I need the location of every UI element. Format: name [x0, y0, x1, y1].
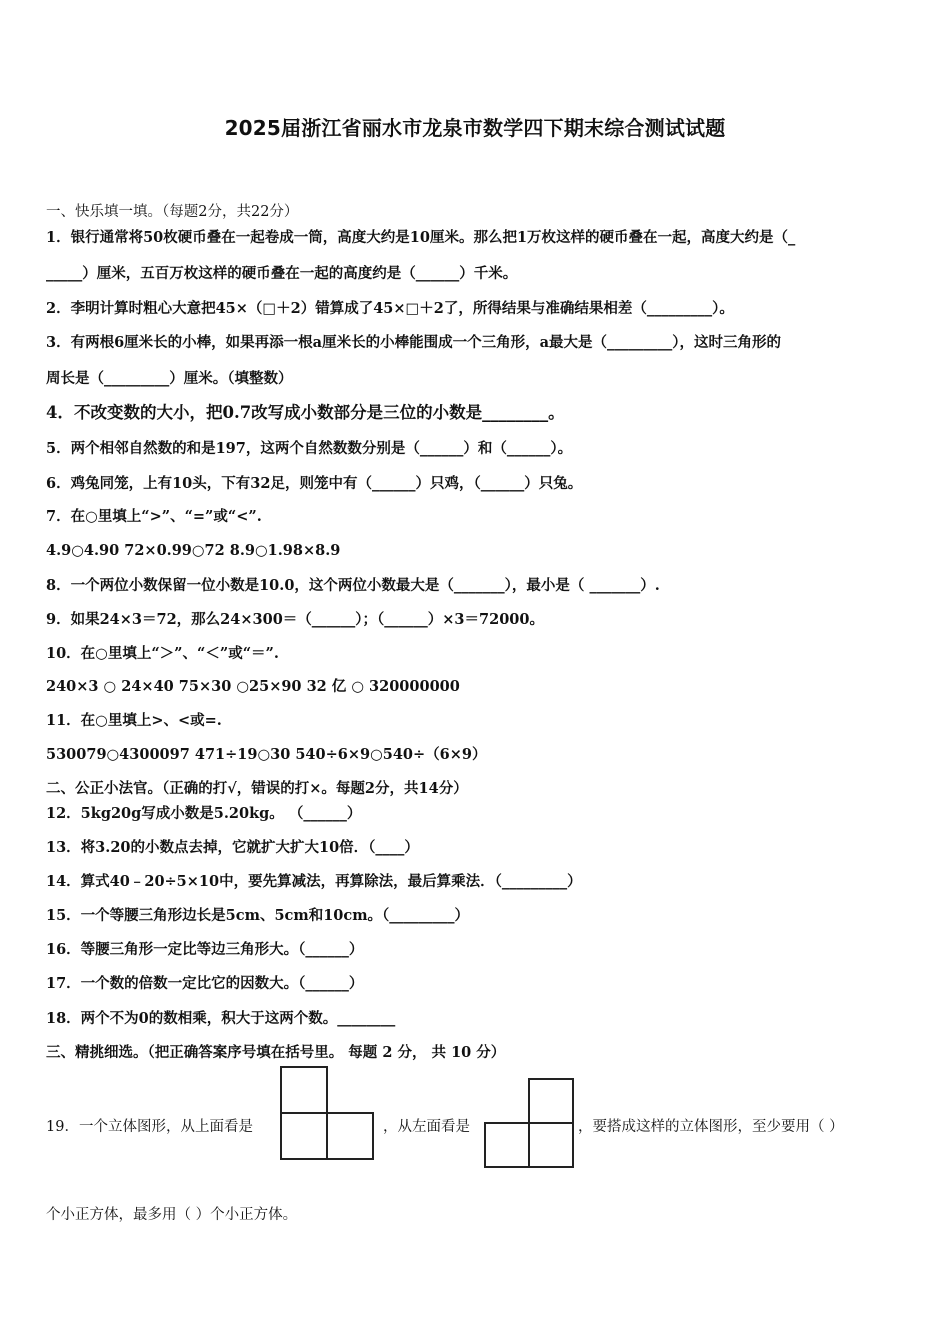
question-3-line-2: 周长是（_________）厘米。（填整数）	[46, 370, 293, 387]
left-view-cell	[528, 1122, 574, 1168]
top-view-cell	[280, 1066, 328, 1114]
question-19-part-2: ，从左面看是	[383, 1119, 470, 1135]
top-view-cell	[280, 1112, 328, 1160]
question-19-part-1: 19．一个立体图形，从上面看是	[46, 1119, 253, 1135]
question-9: 9．如果24×3＝72，那么24×300＝（______）；（______）×3＝72000。	[46, 611, 544, 628]
question-12: 12．5kg20g写成小数是5.20kg。 （______）	[46, 805, 362, 822]
question-17: 17．一个数的倍数一定比它的因数大。（______）	[46, 975, 364, 992]
section-2-heading: 二、公正小法官。（正确的打√，错误的打×。每题2分，共14分）	[46, 780, 468, 797]
question-18: 18．两个不为0的数相乘，积大于这两个数。________	[46, 1010, 396, 1027]
question-14: 14．算式40﹣20÷5×10中，要先算减法，再算除法，最后算乘法．（_________）	[46, 873, 582, 890]
left-view-figure	[484, 1078, 576, 1170]
question-5: 5．两个相邻自然数的和是197，这两个自然数数分别是（______）和（______）。	[46, 440, 573, 457]
section-3-heading: 三、精挑细选。（把正确答案序号填在括号里。 每题 2 分， 共 10 分）	[46, 1044, 506, 1061]
question-7-items: 4.9○4.90 72×0.99○72 8.9○1.98×8.9	[46, 542, 341, 559]
top-view-cell	[326, 1112, 374, 1160]
question-6: 6．鸡兔同笼，上有10头，下有32足，则笼中有（______）只鸡，（______）只兔。	[46, 475, 583, 492]
question-10-items: 240×3 ○ 24×40 75×30 ○25×90 32 亿 ○ 320000000	[46, 678, 460, 695]
question-11: 11．在○里填上>、<或=.	[46, 712, 222, 729]
question-19-part-4: 个小正方体，最多用（ ）个小正方体。	[46, 1207, 298, 1223]
question-10: 10．在○里填上“＞”、“＜”或“＝”.	[46, 645, 279, 662]
left-view-cell	[528, 1078, 574, 1124]
question-15: 15．一个等腰三角形边长是5cm、5cm和10cm。（_________）	[46, 907, 470, 924]
question-3-line-1: 3．有两根6厘米长的小棒，如果再添一根a厘米长的小棒能围成一个三角形，a最大是（_________），这时三角形的	[46, 334, 781, 351]
top-view-figure	[280, 1066, 376, 1162]
question-1-line-1: 1．银行通常将50枚硬币叠在一起卷成一筒，高度大约是10厘米。那么把1万枚这样的硬币叠在一起，高度大约是（_	[46, 229, 796, 246]
section-1-heading: 一、快乐填一填。（每题2分，共22分）	[46, 204, 299, 220]
page-title: 2025届浙江省丽水市龙泉市数学四下期末综合测试试题	[224, 116, 726, 140]
question-1-line-2: _____）厘米，五百万枚这样的硬币叠在一起的高度约是（______）千米。	[46, 265, 518, 282]
question-11-items: 530079○4300097 471÷19○30 540÷6×9○540÷（6×9）	[46, 746, 487, 763]
left-view-cell	[484, 1122, 530, 1168]
question-2: 2．李明计算时粗心大意把45×（□＋2）错算成了45×□＋2了，所得结果与准确结果相差（_________）。	[46, 300, 734, 317]
question-16: 16．等腰三角形一定比等边三角形大。（______）	[46, 941, 364, 958]
question-7: 7．在○里填上“>”、“=”或“<”.	[46, 508, 262, 525]
question-4: 4．不改变数的大小，把0.7改写成小数部分是三位的小数是________。	[46, 403, 565, 422]
question-19-part-3: ，要搭成这样的立体图形，至少要用（ ）	[578, 1119, 844, 1135]
question-8: 8．一个两位小数保留一位小数是10.0，这个两位小数最大是（_______），最小是（ _______）.	[46, 577, 660, 594]
question-13: 13．将3.20的小数点去掉，它就扩大扩大10倍．（____）	[46, 839, 419, 856]
